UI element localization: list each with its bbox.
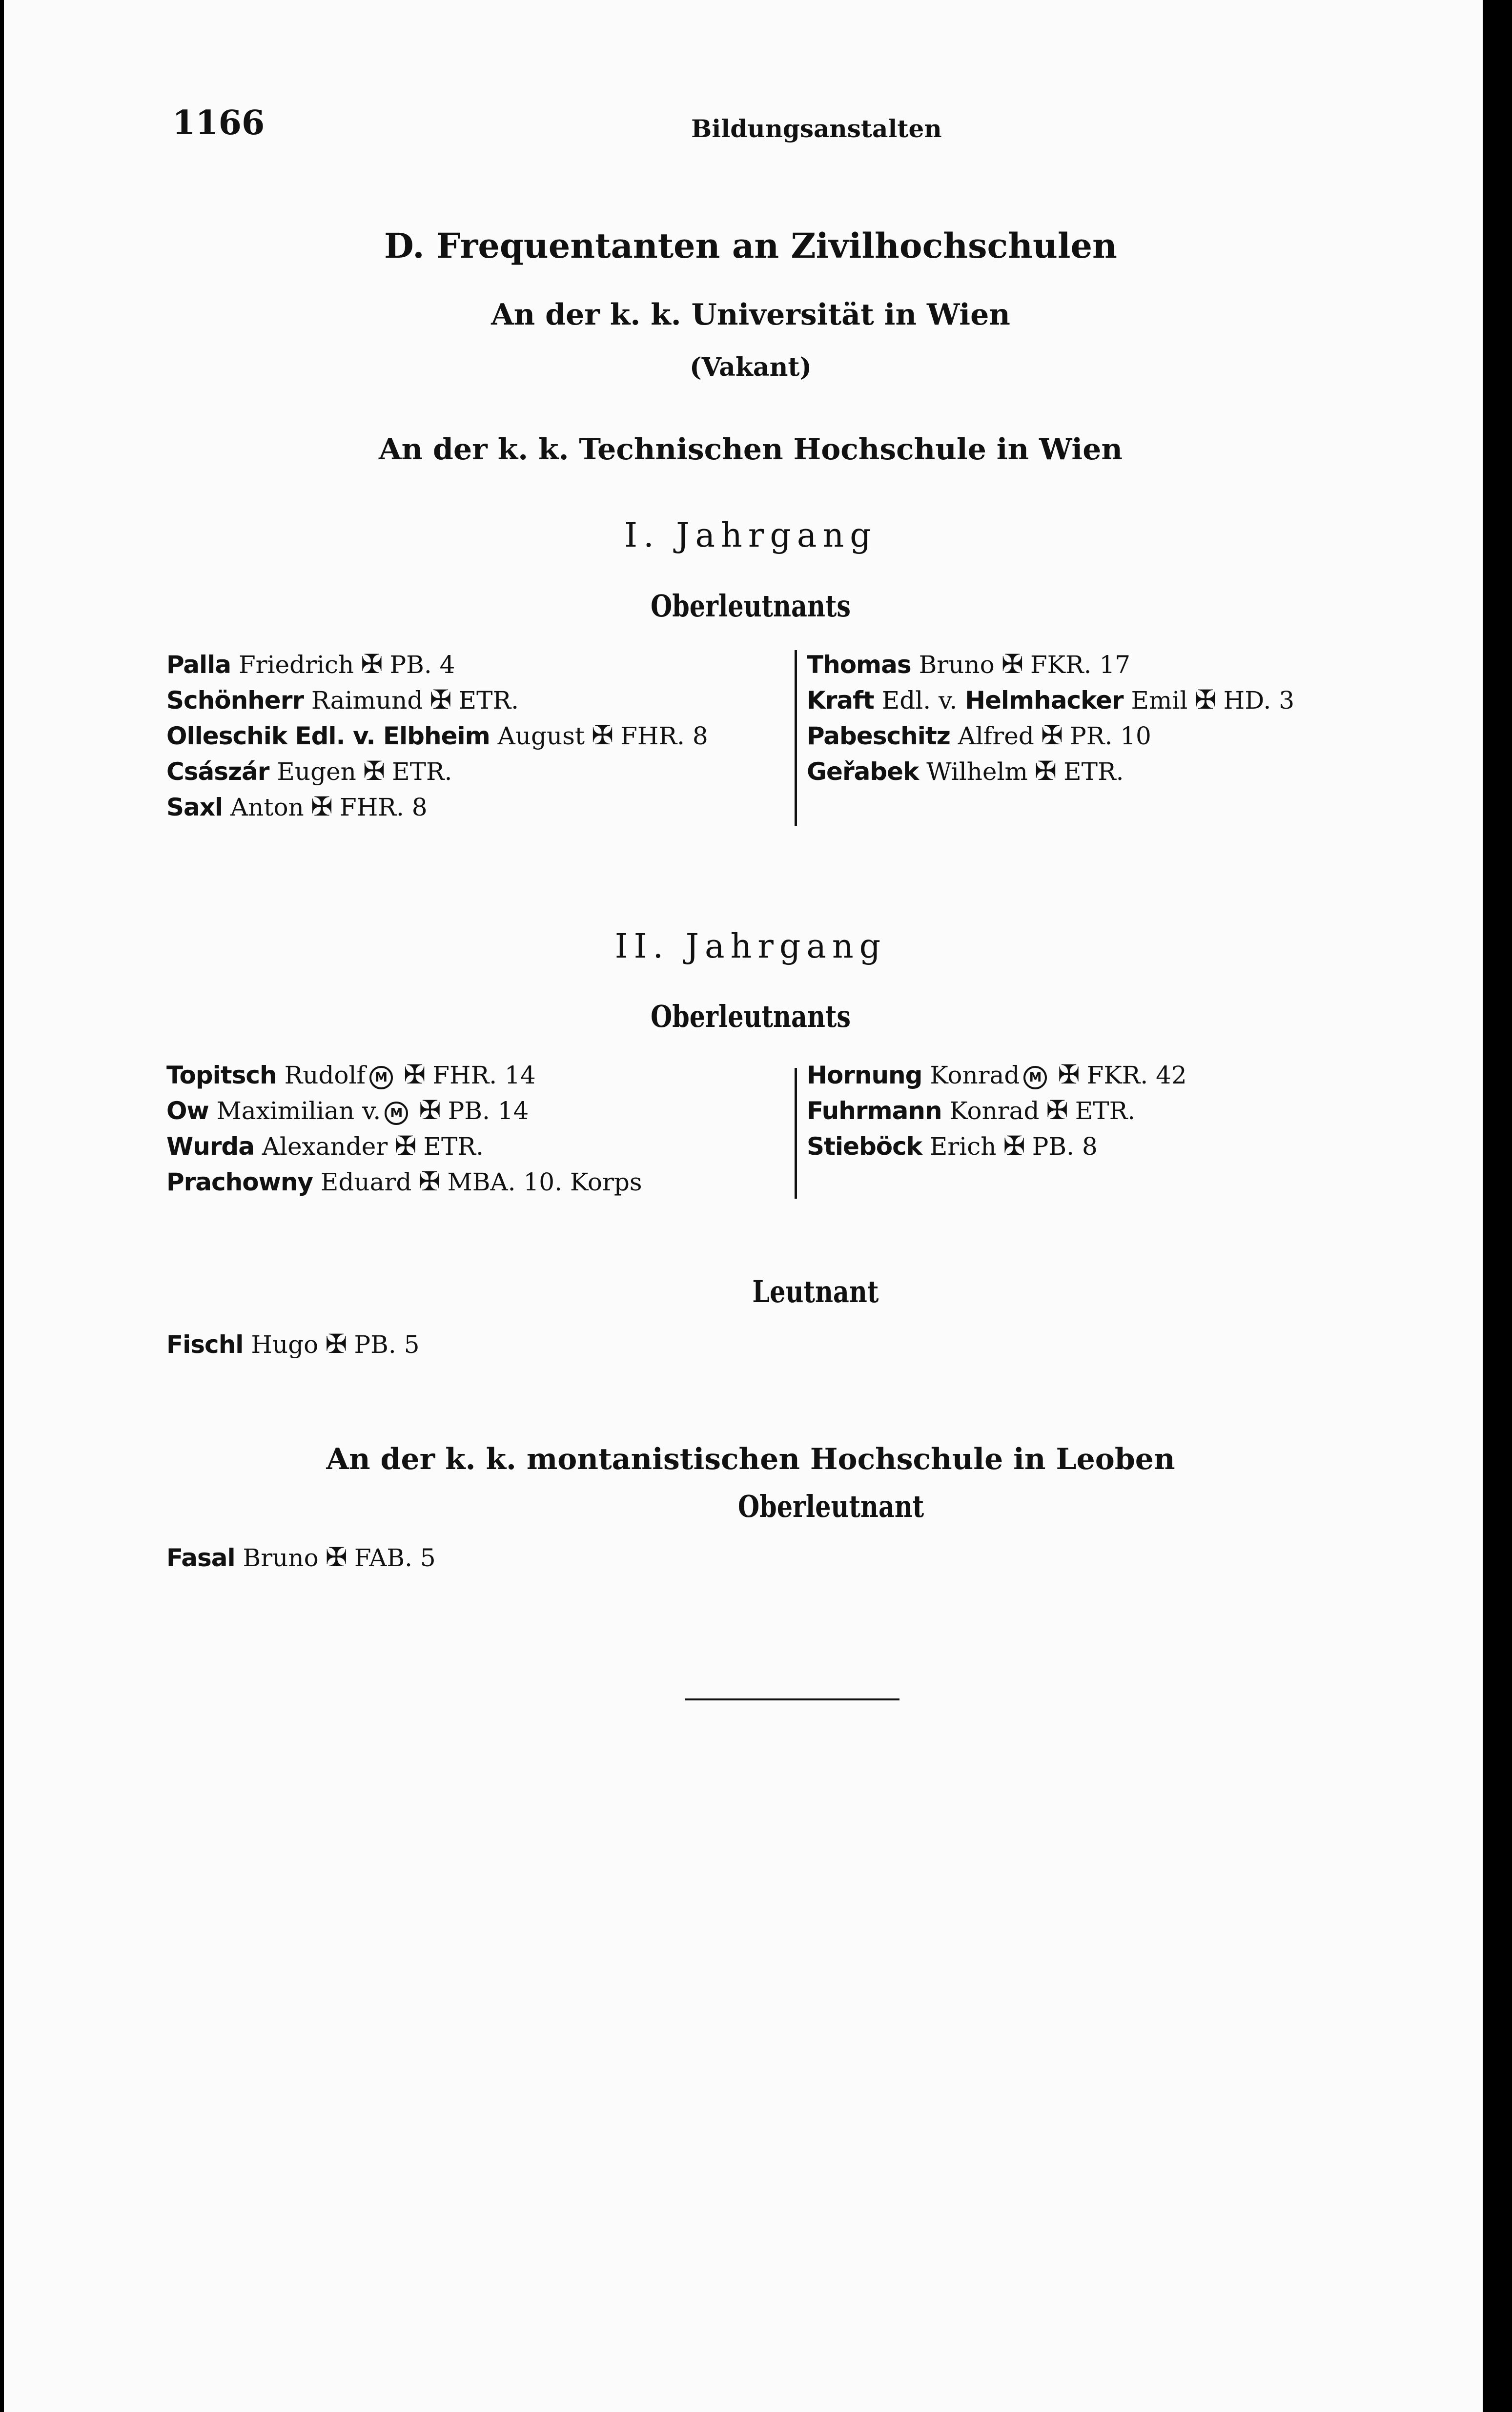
medal-m-icon: M bbox=[1023, 1066, 1047, 1089]
cross-pattee-icon: ✠ bbox=[363, 756, 386, 786]
surname: Thomas bbox=[807, 651, 911, 679]
cross-pattee-icon: ✠ bbox=[1046, 1095, 1068, 1125]
institution-heading-leoben: An der k. k. montanistischen Hochschule in Leoben bbox=[326, 1442, 1175, 1476]
unit-designation: ETR. bbox=[392, 757, 452, 786]
entry-list-leoben bbox=[166, 1540, 436, 1575]
institution-heading-uni-wien: An der k. k. Universität in Wien bbox=[491, 298, 1010, 332]
unit-designation: FKR. 17 bbox=[1030, 651, 1131, 679]
unit-designation: FHR. 8 bbox=[620, 722, 708, 750]
given-name: August bbox=[497, 722, 585, 750]
list-item bbox=[807, 754, 1294, 789]
closing-rule bbox=[685, 1698, 899, 1700]
surname: Császár bbox=[166, 757, 269, 786]
surname: Ow bbox=[166, 1097, 209, 1125]
unit-designation: PB. 14 bbox=[448, 1097, 529, 1125]
cross-pattee-icon: ✠ bbox=[418, 1166, 441, 1197]
surname: Pabeschitz bbox=[807, 722, 950, 750]
surname: Helmhacker bbox=[965, 686, 1124, 715]
list-item bbox=[166, 718, 708, 754]
unit-designation: FAB. 5 bbox=[354, 1544, 436, 1572]
unit-designation: ETR. bbox=[1063, 757, 1124, 786]
surname: Geřabek bbox=[807, 757, 919, 786]
list-item bbox=[807, 647, 1294, 682]
list-item bbox=[166, 1540, 436, 1575]
list-item bbox=[807, 682, 1294, 718]
surname: Fischl bbox=[166, 1330, 244, 1359]
entry-list-y2-left bbox=[166, 1057, 642, 1200]
list-item bbox=[166, 1057, 642, 1093]
list-item bbox=[166, 754, 708, 789]
given-name: Emil bbox=[1131, 686, 1188, 715]
year-heading-1: I. Jahrgang bbox=[624, 516, 877, 555]
entry-list-y2-right bbox=[807, 1057, 1187, 1164]
given-name: Friedrich bbox=[238, 651, 354, 679]
given-name: Alexander bbox=[262, 1132, 388, 1161]
list-item bbox=[166, 1128, 642, 1164]
surname: Wurda bbox=[166, 1132, 254, 1161]
entry-list-y1-left bbox=[166, 647, 708, 825]
medal-m-icon: M bbox=[369, 1066, 393, 1089]
surname: Topitsch bbox=[166, 1061, 277, 1089]
cross-pattee-icon: ✠ bbox=[1001, 649, 1023, 679]
given-name: Erich bbox=[929, 1132, 997, 1161]
cross-pattee-icon: ✠ bbox=[394, 1130, 417, 1161]
list-item bbox=[807, 1128, 1187, 1164]
unit-designation: FKR. 42 bbox=[1086, 1061, 1187, 1089]
surname: Hornung bbox=[807, 1061, 922, 1089]
surname: Schönherr bbox=[166, 686, 304, 715]
cross-pattee-icon: ✠ bbox=[1058, 1059, 1080, 1090]
surname: Prachowny bbox=[166, 1168, 313, 1196]
unit-designation: ETR. bbox=[423, 1132, 484, 1161]
given-name: Konrad bbox=[949, 1097, 1040, 1125]
given-name: Maximilian v. bbox=[216, 1097, 381, 1125]
cross-pattee-icon: ✠ bbox=[325, 1329, 347, 1359]
surname: Fuhrmann bbox=[807, 1097, 942, 1125]
list-item bbox=[166, 1327, 420, 1362]
medal-m-icon: M bbox=[385, 1102, 408, 1125]
list-item bbox=[807, 718, 1294, 754]
rank-heading-y2: Oberleutnants bbox=[650, 999, 851, 1034]
list-item bbox=[807, 1057, 1187, 1093]
entry-list-leutnant bbox=[166, 1327, 420, 1362]
given-name: Anton bbox=[230, 793, 304, 821]
surname: Stieböck bbox=[807, 1132, 922, 1161]
given-name: Eduard bbox=[320, 1168, 412, 1196]
surname: Palla bbox=[166, 651, 231, 679]
institution-heading-tech-wien: An der k. k. Technischen Hochschule in Wien bbox=[378, 432, 1123, 467]
unit-designation: PB. 8 bbox=[1032, 1132, 1098, 1161]
unit-designation: HD. 3 bbox=[1223, 686, 1295, 715]
unit-designation: FHR. 8 bbox=[340, 793, 428, 821]
given-name: Rudolf bbox=[284, 1061, 366, 1089]
unit-designation: ETR. bbox=[1075, 1097, 1136, 1125]
vakant-note: (Vakant) bbox=[689, 352, 812, 382]
unit-designation: PB. 5 bbox=[354, 1330, 420, 1359]
cross-pattee-icon: ✠ bbox=[310, 791, 333, 822]
given-name: Edl. v. bbox=[881, 686, 965, 715]
cross-pattee-icon: ✠ bbox=[429, 684, 452, 715]
cross-pattee-icon: ✠ bbox=[1041, 720, 1063, 751]
rank-heading-y1: Oberleutnants bbox=[650, 588, 851, 624]
given-name: Bruno bbox=[243, 1544, 319, 1572]
unit-designation: PR. 10 bbox=[1070, 722, 1151, 750]
document-page bbox=[4, 0, 1497, 2412]
column-divider bbox=[795, 650, 797, 826]
surname: Saxl bbox=[166, 793, 223, 821]
cross-pattee-icon: ✠ bbox=[325, 1542, 347, 1573]
column-divider bbox=[795, 1068, 797, 1199]
given-name: Bruno bbox=[919, 651, 995, 679]
page-title: D. Frequentanten an Zivilhochschulen bbox=[384, 225, 1117, 266]
rank-heading-leutnant: Leutnant bbox=[752, 1274, 879, 1309]
year-heading-2: II. Jahrgang bbox=[614, 927, 887, 966]
list-item bbox=[166, 682, 708, 718]
given-name: Eugen bbox=[277, 757, 356, 786]
given-name: Konrad bbox=[930, 1061, 1020, 1089]
running-title: Bildungsanstalten bbox=[691, 114, 942, 143]
unit-designation: ETR. bbox=[458, 686, 519, 715]
rank-heading-leoben: Oberleutnant bbox=[737, 1489, 924, 1524]
given-name: Hugo bbox=[251, 1330, 319, 1359]
cross-pattee-icon: ✠ bbox=[1194, 684, 1217, 715]
page-number: 1166 bbox=[172, 103, 265, 143]
given-name: Wilhelm bbox=[926, 757, 1028, 786]
unit-designation: PB. 4 bbox=[389, 651, 455, 679]
surname: Olleschik Edl. v. Elbheim bbox=[166, 722, 490, 750]
surname: Fasal bbox=[166, 1544, 235, 1572]
unit-designation: MBA. 10. Korps bbox=[447, 1168, 642, 1196]
given-name: Raimund bbox=[311, 686, 423, 715]
cross-pattee-icon: ✠ bbox=[419, 1095, 441, 1125]
cross-pattee-icon: ✠ bbox=[404, 1059, 426, 1090]
entry-list-y1-right bbox=[807, 647, 1294, 789]
list-item bbox=[166, 789, 708, 825]
given-name: Alfred bbox=[958, 722, 1034, 750]
cross-pattee-icon: ✠ bbox=[361, 649, 383, 679]
list-item bbox=[166, 1093, 642, 1128]
surname: Kraft bbox=[807, 686, 874, 715]
cross-pattee-icon: ✠ bbox=[1003, 1130, 1025, 1161]
list-item bbox=[807, 1093, 1187, 1128]
list-item bbox=[166, 1164, 642, 1200]
unit-designation: FHR. 14 bbox=[432, 1061, 536, 1089]
list-item bbox=[166, 647, 708, 682]
cross-pattee-icon: ✠ bbox=[591, 720, 614, 751]
cross-pattee-icon: ✠ bbox=[1034, 756, 1057, 786]
